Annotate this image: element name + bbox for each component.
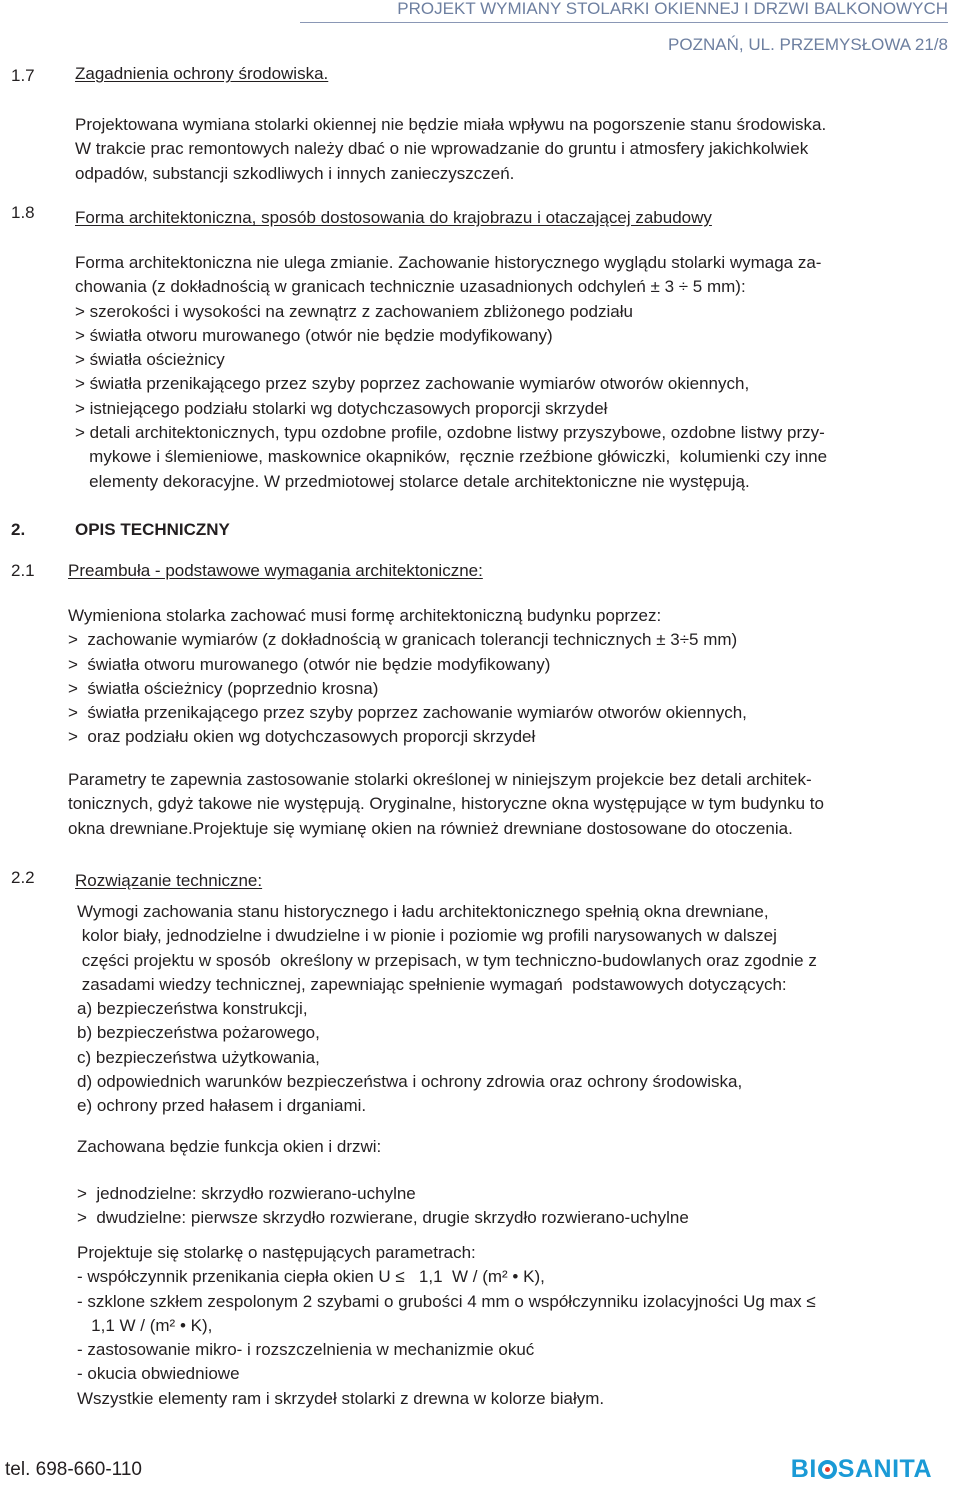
section-1-7-body — [75, 113, 826, 186]
parameters-list — [77, 1241, 816, 1411]
text-line: elementy dekoracyjne. W przedmiotowej stolarce detale architektoniczne nie występują. — [75, 471, 750, 491]
section-number-1-7: 1.7 — [11, 66, 35, 85]
text-line: > dwudzielne: pierwsze skrzydło rozwierane, drugie skrzydło rozwierano-uchylne — [77, 1208, 689, 1228]
text-line: > zachowanie wymiarów (z dokładnością w granicach tolerancji technicznych ± 3÷5 mm) — [68, 630, 738, 650]
text-line: zasadami wiedzy technicznej, zapewniając spełnienie wymagań podstawowych dotyczących: — [77, 974, 787, 994]
text-line: tonicznych, gdyż takowe nie występują. Oryginalne, historyczne okna występujące w tym budynku to — [68, 794, 824, 814]
section-2-2-body — [77, 900, 817, 1119]
header-title: PROJEKT WYMIANY STOLARKI OKIENNEJ I DRZWI BALKONOWYCH — [397, 0, 948, 18]
text-line: - szklone szkłem zespolonym 2 szybami o grubości 4 mm o współczynniku izolacyjności Ug max ≤ — [77, 1291, 816, 1311]
section-1-8-body — [75, 251, 827, 494]
text-line: Projektowana wymiana stolarki okiennej nie będzie miała wpływu na pogorszenie stanu środowiska. — [75, 115, 827, 134]
section-2-1-body — [68, 604, 747, 750]
text-line: 1,1 W / (m² • K), — [77, 1315, 213, 1335]
section-2-1-parameters — [68, 768, 824, 841]
section-title-2: OPIS TECHNICZNY — [75, 520, 230, 539]
text-line: > oraz podziału okien wg dotychczasowych proporcji skrzydeł — [68, 727, 536, 747]
text-line: > światła otworu murowanego (otwór nie będzie modyfikowany) — [68, 654, 551, 674]
text-line: > światła ościeżnicy (poprzednio krosna) — [68, 678, 379, 698]
text-line: Forma architektoniczna nie ulega zmianie. Zachowanie historycznego wyglądu stolarki wymaga za- — [75, 253, 822, 272]
text-line: - okucia obwiedniowe — [77, 1364, 240, 1384]
text-line: Wymogi zachowania stanu historycznego i ładu architektonicznego spełnią okna drewniane, — [77, 902, 769, 921]
text-line: Parametry te zapewnia zastosowanie stolarki określonej w niniejszym projekcie bez detali architek- — [68, 770, 812, 789]
text-line: > detali architektonicznych, typu ozdobne profile, ozdobne listwy przyszybowe, ozdobne listwy przy- — [75, 423, 825, 443]
text-line: a) bezpieczeństwa konstrukcji, — [77, 999, 308, 1019]
text-line: c) bezpieczeństwa użytkowania, — [77, 1047, 320, 1067]
text-line: > światła ościeżnicy — [75, 350, 225, 370]
text-line: części projektu w sposób określony w przepisach, w tym techniczno-budowlanych oraz zgodnie z — [77, 950, 817, 970]
text-line: > światła przenikającego przez szyby poprzez zachowanie wymiarów otworów okiennych, — [68, 703, 747, 723]
text-line: b) bezpieczeństwa pożarowego, — [77, 1023, 320, 1043]
section-title-2-1: Preambuła - podstawowe wymagania architektoniczne: — [68, 561, 483, 580]
biosanita-logo — [791, 1455, 932, 1484]
text-line: Projektuje się stolarkę o następujących parametrach: — [77, 1243, 476, 1262]
text-line: d) odpowiednich warunków bezpieczeństwa i ochrony zdrowia oraz ochrony środowiska, — [77, 1072, 743, 1092]
footer-phone: tel. 698-660-110 — [5, 1459, 142, 1480]
text-line: chowania (z dokładnością w granicach technicznie uzasadnionych odchyleń ± 3 ÷ 5 mm): — [75, 277, 746, 297]
text-line: Wymieniona stolarka zachować musi formę architektoniczną budynku poprzez: — [68, 606, 662, 625]
text-line: okna drewniane.Projektuje się wymianę okien na również drewniane dostosowane do otoczenia. — [68, 818, 793, 838]
section-number-2-1: 2.1 — [11, 561, 35, 580]
text-line: > istniejącego podziału stolarki wg dotychczasowych proporcji skrzydeł — [75, 398, 608, 418]
text-line: e) ochrony przed hałasem i drganiami. — [77, 1096, 367, 1116]
text-line: > jednodzielne: skrzydło rozwierano-uchylne — [77, 1184, 416, 1203]
text-line: > światła przenikającego przez szyby poprzez zachowanie wymiarów otworów okiennych, — [75, 374, 750, 394]
text-line: odpadów, substancji szkodliwych i innych zanieczyszczeń. — [75, 163, 515, 183]
text-line: - współczynnik przenikania ciepła okien U ≤ 1,1 W / (m² • K), — [77, 1267, 545, 1287]
header-divider — [300, 22, 948, 23]
section-title-1-8: Forma architektoniczna, sposób dostosowania do krajobrazu i otaczającej zabudowy — [75, 208, 712, 227]
text-line: > światła otworu murowanego (otwór nie będzie modyfikowany) — [75, 325, 553, 345]
logo-text-right: SANITA — [837, 1455, 932, 1483]
header-address: POZNAŃ, UL. PRZEMYSŁOWA 21/8 — [668, 35, 948, 54]
text-line: Wszystkie elementy ram i skrzydeł stolarki z drewna w kolorze białym. — [77, 1388, 605, 1408]
text-line: - zastosowanie mikro- i rozszczelnienia w mechanizmie okuć — [77, 1340, 535, 1360]
section-number-1-8: 1.8 — [11, 203, 35, 222]
section-title-2-2: Rozwiązanie techniczne: — [75, 871, 263, 890]
text-line: kolor biały, jednodzielne i dwudzielne i w pionie i poziomie wg profili narysowanych w dalszej — [77, 926, 777, 946]
section-number-2-2: 2.2 — [11, 868, 35, 887]
section-number-2: 2. — [11, 520, 26, 539]
text-line: mykowe i ślemieniowe, maskownice okapników, ręcznie rzeźbione główiczki, kolumienki czy inne — [75, 447, 828, 467]
section-title-1-7: Zagadnienia ochrony środowiska. — [75, 64, 329, 83]
logo-o-icon — [818, 1460, 837, 1479]
text-line: > szerokości i wysokości na zewnątrz z zachowaniem zbliżonego podziału — [75, 301, 633, 321]
function-list — [77, 1182, 689, 1231]
logo-text-left: BI — [790, 1455, 817, 1483]
function-intro: Zachowana będzie funkcja okien i drzwi: — [77, 1137, 382, 1156]
text-line: W trakcie prac remontowych należy dbać o nie wprowadzanie do gruntu i atmosfery jakichkolwiek — [75, 139, 809, 159]
